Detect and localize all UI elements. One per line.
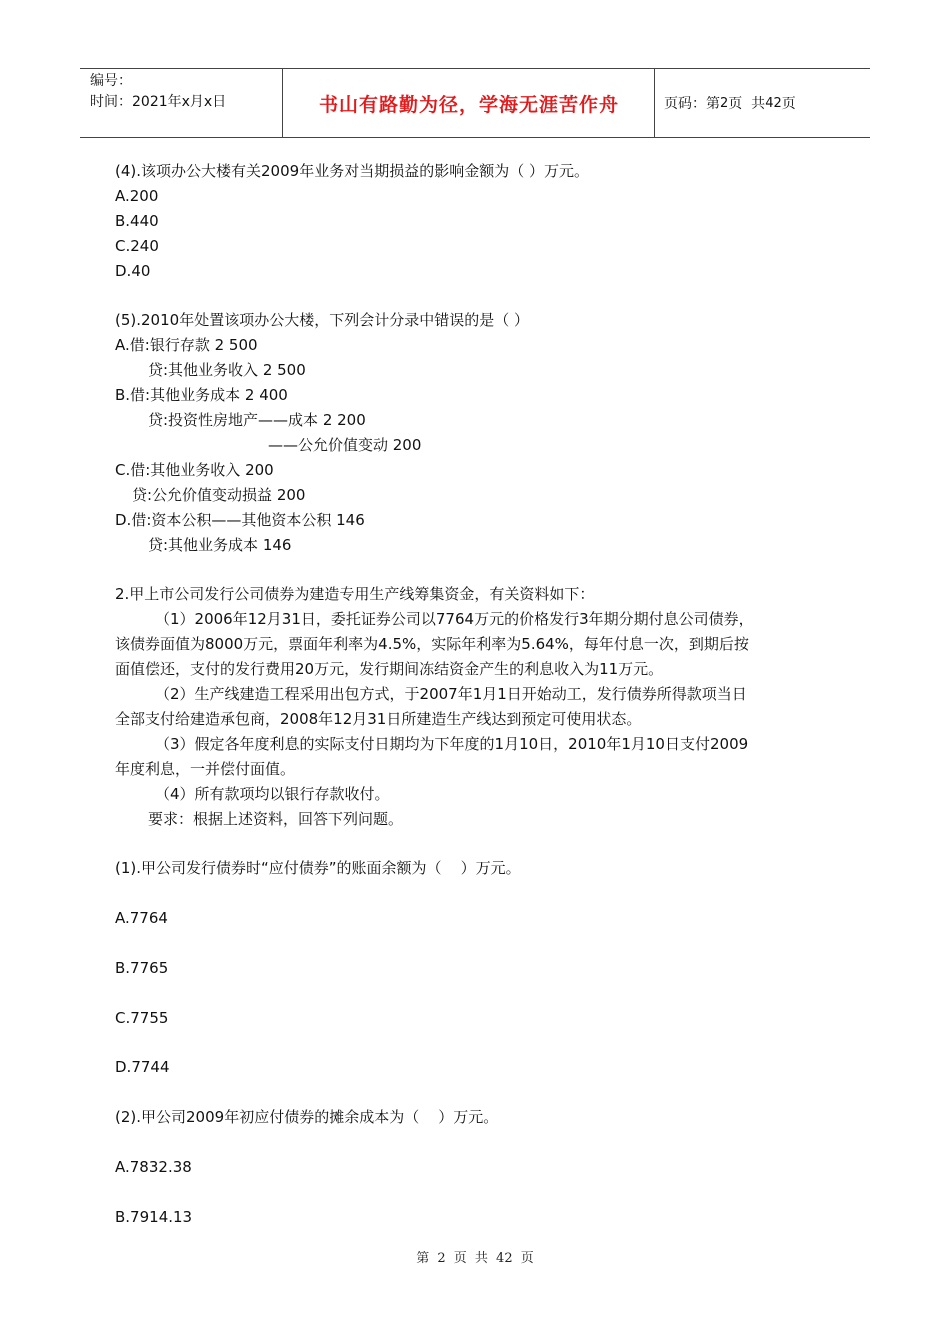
option-a: A.7764 [115, 909, 168, 927]
option-b: B.440 [115, 212, 159, 230]
page-total: 42 [765, 95, 782, 111]
option-c: C.7755 [115, 1009, 169, 1027]
page-mid: 页 共 [728, 96, 766, 112]
number-label: 编号： [90, 73, 132, 89]
case-paragraph: （3）假定各年度利息的实际支付日期均为下年度的1月10日，2010年1月10日支付2009 [155, 735, 749, 753]
case-paragraph: 面值偿还，支付的发行费用20万元，发行期间冻结资金产生的利息收入为11万元。 [115, 660, 664, 678]
case-paragraph: 年度利息，一并偿付面值。 [115, 760, 296, 778]
header-meta [90, 71, 226, 113]
entry-line: ——公允价值变动 200 [268, 436, 422, 454]
entry-line: B.借:其他业务成本 2 400 [115, 386, 288, 404]
page-number: 2 [720, 95, 729, 111]
option-d: D.40 [115, 262, 151, 280]
case-requirement: 要求：根据上述资料，回答下列问题。 [148, 810, 404, 828]
entry-line: C.借:其他业务收入 200 [115, 461, 274, 479]
option-a: A.7832.38 [115, 1158, 192, 1176]
option-b: B.7765 [115, 959, 169, 977]
header-page-info [664, 69, 796, 137]
case-paragraph: （4）所有款项均以银行存款收付。 [155, 785, 390, 803]
page-footer: 第 2 页 共 42 页 [416, 1251, 534, 1266]
option-a: A.200 [115, 187, 159, 205]
option-b: B.7914.13 [115, 1208, 193, 1226]
header-table [80, 68, 870, 138]
entry-line: D.借:资本公积——其他资本公积 146 [115, 511, 365, 529]
question-stem: (5).2010年处置该项办公大楼，下列会计分录中错误的是（ ） [115, 311, 529, 329]
entry-line: 贷:其他业务收入 2 500 [148, 361, 306, 379]
question-stem: (4).该项办公大楼有关2009年业务对当期损益的影响金额为（ ）万元。 [115, 162, 589, 180]
entry-line: 贷:投资性房地产——成本 2 200 [148, 411, 366, 429]
option-c: C.240 [115, 237, 159, 255]
entry-line: A.借:银行存款 2 500 [115, 336, 258, 354]
entry-line: 贷:公允价值变动损益 200 [132, 486, 306, 504]
case-paragraph: （1）2006年12月31日，委托证券公司以7764万元的价格发行3年期分期付息公司债券， [155, 610, 754, 628]
case-paragraph: （2）生产线建造工程采用出包方式，于2007年1月1日开始动工，发行债券所得款项当日 [155, 685, 747, 703]
case-paragraph: 全部支付给建造承包商，2008年12月31日所建造生产线达到预定可使用状态。 [115, 710, 642, 728]
case-intro: 2.甲上市公司发行公司债券为建造专用生产线筹集资金，有关资料如下： [115, 585, 595, 603]
page-label: 页码：第 [664, 96, 720, 112]
case-paragraph: 该债券面值为8000万元，票面年利率为4.5%，实际年利率为5.64%，每年付息一次，到期后按 [115, 635, 749, 653]
question-stem: (2).甲公司2009年初应付债券的摊余成本为（ ）万元。 [115, 1108, 499, 1126]
entry-line: 贷:其他业务成本 146 [148, 536, 292, 554]
page-end: 页 [781, 96, 796, 112]
date-line: 时间：2021年x月x日 [90, 94, 227, 110]
option-d: D.7744 [115, 1058, 170, 1076]
question-stem: (1).甲公司发行债券时“应付债券”的账面余额为（ ）万元。 [115, 859, 521, 877]
header-motto: 书山有路勤为径，学海无涯苦作舟 [318, 93, 619, 116]
